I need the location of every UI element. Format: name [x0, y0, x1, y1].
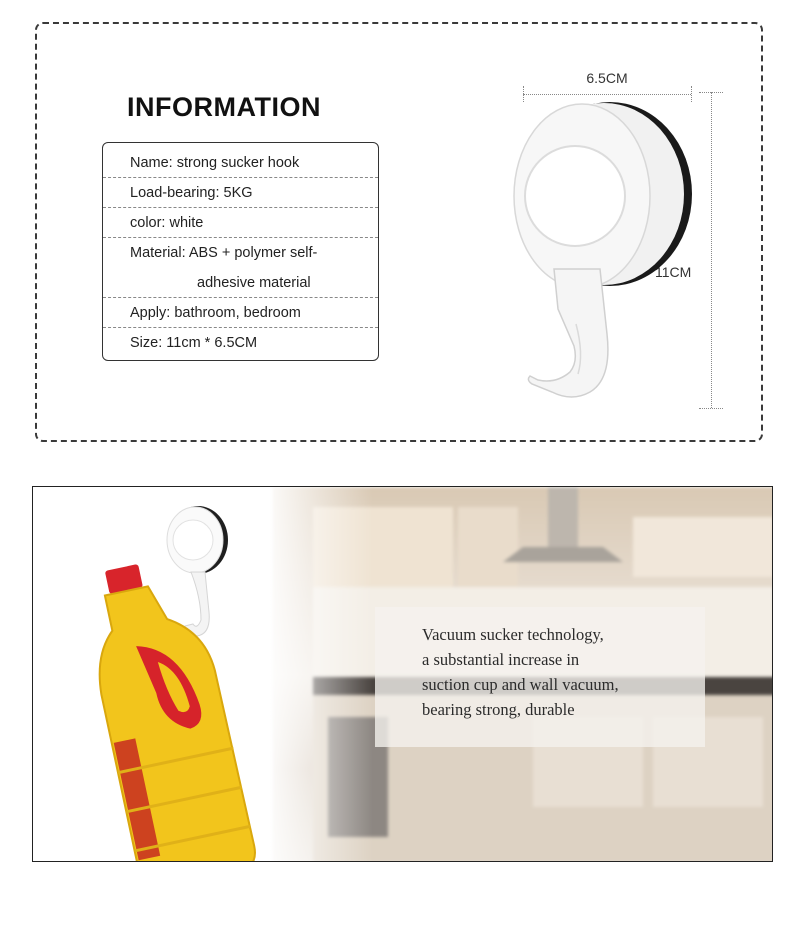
width-dimension-label: 6.5CM [586, 70, 628, 86]
spec-table [102, 142, 379, 361]
spec-text: Load-bearing: 5KG [130, 185, 253, 201]
caption-line: bearing strong, durable [422, 700, 575, 719]
spec-row-size [103, 328, 378, 358]
caption-line: suction cup and wall vacuum, [422, 675, 619, 694]
height-dimension-label: 11CM [655, 264, 692, 280]
product-photo-panel [32, 486, 773, 862]
information-panel [35, 22, 763, 442]
spec-text: color: white [130, 215, 204, 231]
spec-text: Name: strong sucker hook [130, 155, 300, 171]
suction-hook-illustration [512, 84, 712, 409]
spec-row-material [103, 238, 378, 268]
caption-line: Vacuum sucker technology, [422, 625, 604, 644]
spec-text: adhesive material [197, 275, 311, 291]
caption-line: a substantial increase in [422, 650, 580, 669]
spec-text: Apply: bathroom, bedroom [130, 305, 301, 321]
spec-row-load [103, 178, 378, 208]
spec-text: Size: 11cm * 6.5CM [130, 335, 258, 351]
spec-row-apply [103, 298, 378, 328]
spec-text: Material: ABS + polymer self- [130, 245, 318, 261]
spec-row-name [103, 148, 378, 178]
oil-bottle-photo [93, 557, 283, 862]
spec-row-material-cont [103, 268, 378, 298]
spec-row-color [103, 208, 378, 238]
information-title: INFORMATION [127, 92, 321, 122]
